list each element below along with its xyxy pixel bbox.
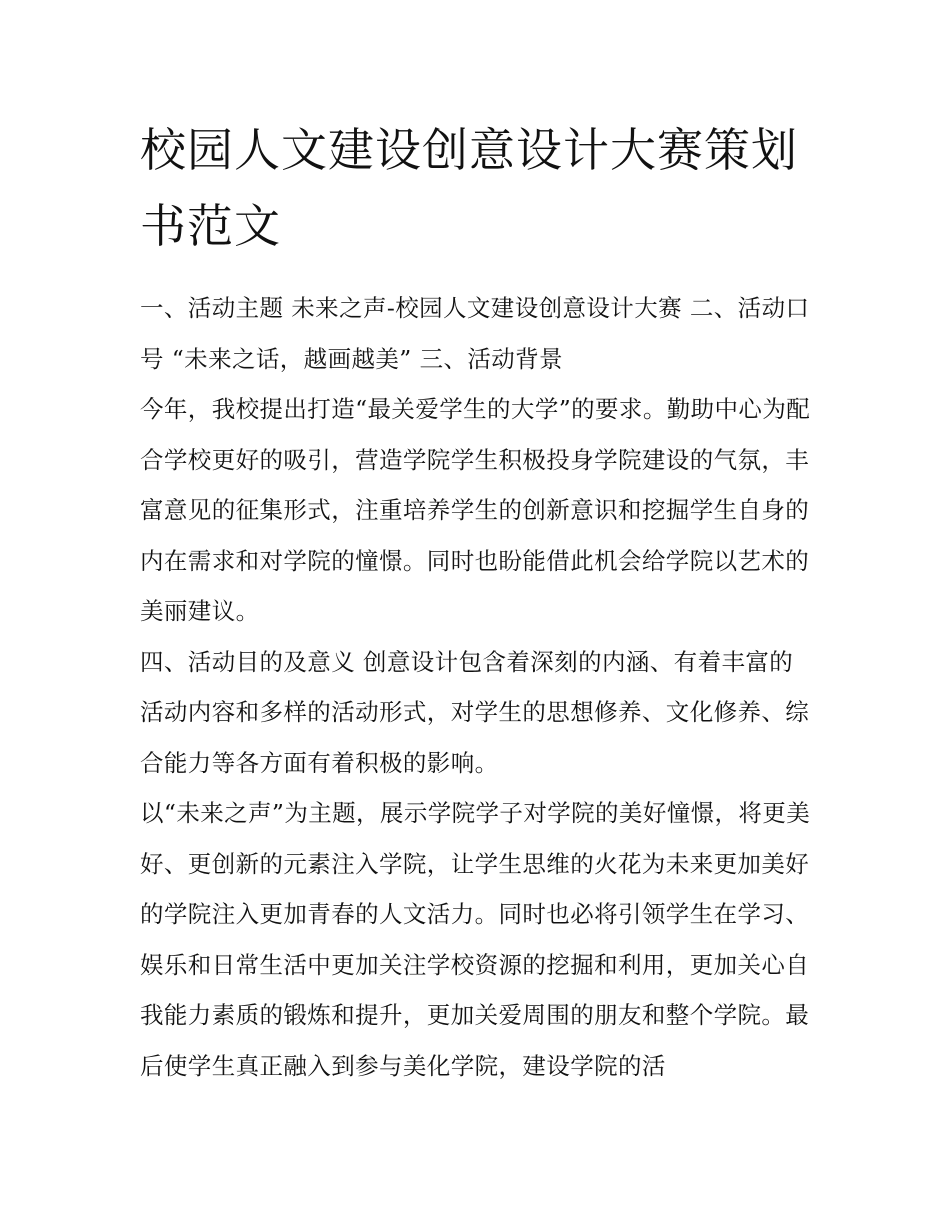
paragraph-theme-slogan-background: 一、活动主题 未来之声-校园人文建设创意设计大赛 二、活动口号 “未来之话，越画越美” 三、活动背景 (140, 294, 810, 373)
document-body (140, 283, 816, 1091)
paragraph-theme-details: 以“未来之声”为主题，展示学院学子对学院的美好憧憬，将更美好、更创新的元素注入学院，让学生思维的火花为未来更加美好的学院注入更加青春的人文活力。同时也必将引领学生在学习、娱乐和日常生活中更加关注学校资源的挖掘和利用，更加关心自我能力素质的锻炼和提升，更加关爱周围的朋友和整个学院。最后使学生真正融入到参与美化学院，建设学院的活 (140, 799, 811, 1080)
paragraph-purpose: 四、活动目的及意义 创意设计包含着深刻的内涵、有着丰富的活动内容和多样的活动形式，对学生的思想修养、文化修养、综合能力等各方面有着积极的影响。 (140, 647, 810, 777)
document-title: 校园人文建设创意设计大赛策划书范文 (140, 123, 798, 253)
paragraph-background: 今年，我校提出打造“最关爱学生的大学”的要求。勤助中心为配合学校更好的吸引，营造学院学生积极投身学院建设的气氛，丰富意见的征集形式，注重培养学生的创新意识和挖掘学生自身的内在需求和对学院的憧憬。同时也盼能借此机会给学院以艺术的美丽建议。 (140, 395, 811, 625)
